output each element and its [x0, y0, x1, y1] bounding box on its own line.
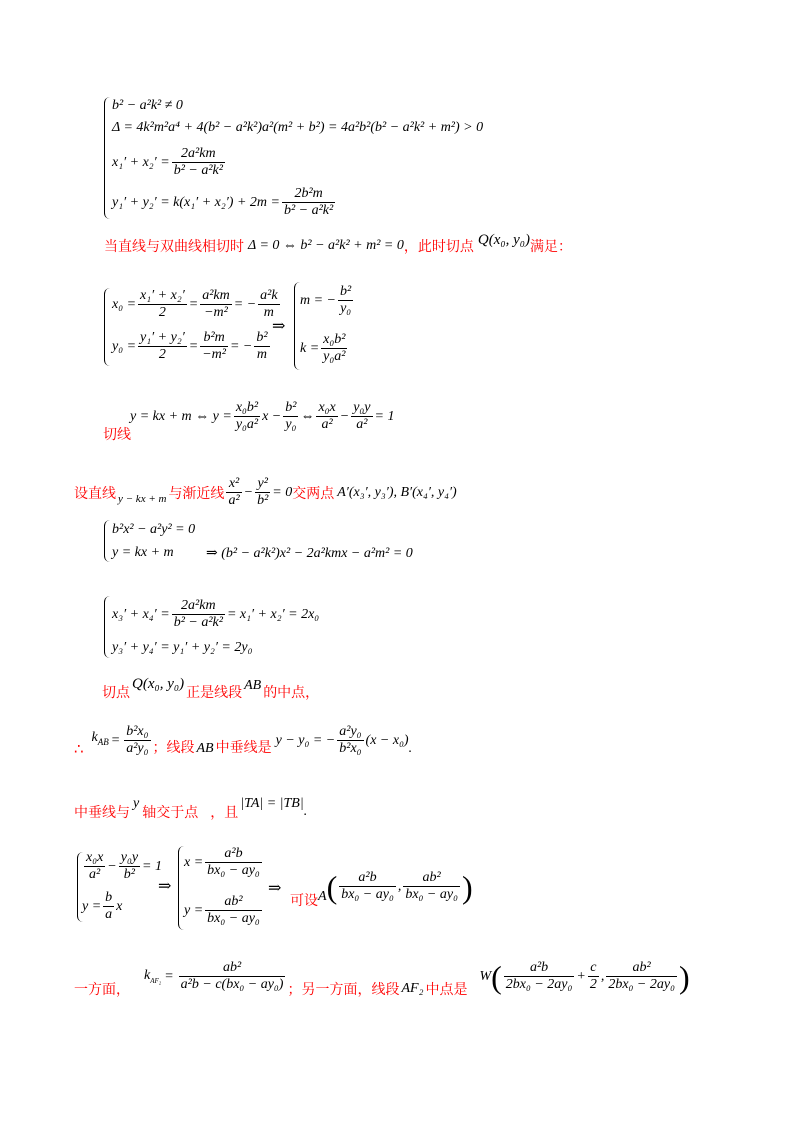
fraction: $\frac{\text{b²x₀}}{\text{a²y₀}}$	[126, 724, 149, 756]
fraction: $\frac{\text{ab²}}{\text{bx₀ − ay₀}}$	[207, 894, 260, 926]
text: 切点	[102, 685, 130, 701]
eq-line: y₃′ + y₄′ = y₁′ + y₂′ = 2y₀	[112, 640, 253, 655]
fraction: $\frac{\text{b²m}}{\text{−m²}}$	[202, 330, 226, 362]
text: 与渐近线	[168, 485, 225, 502]
eq-line: y = kx + m	[112, 545, 174, 560]
fraction: $\frac{\text{2a²km}}{\text{b² − a²k²}}$	[173, 146, 223, 178]
text: 设直线	[74, 485, 116, 502]
formula-part: =	[164, 968, 174, 984]
fraction: $\frac{\text{b²}}{\text{y₀}}$	[285, 400, 297, 432]
tangent-label: 切线	[103, 427, 131, 443]
text: 可设	[290, 893, 318, 909]
formula-subscript: AF₂	[150, 976, 162, 985]
fraction: $\frac{\text{a²b}}{\text{bx₀ − ay₀}}$	[207, 846, 260, 878]
asymptote-intro	[74, 476, 457, 509]
eq-lhs: y₀ =	[112, 338, 137, 354]
formula-part: = 1	[374, 408, 395, 424]
fraction: $\frac{\text{x₀b²}}{\text{y₀a²}}$	[323, 332, 346, 364]
fraction: $\frac{\text{a²y₀}}{\text{b²x₀}}$	[339, 724, 362, 756]
tangent-intro	[104, 231, 572, 256]
text: 正是线段	[186, 685, 243, 701]
fraction: $\frac{\text{2a²km}}{\text{b² − a²k²}}$	[173, 598, 223, 630]
eq-lhs: k =	[300, 340, 320, 356]
formula: y	[133, 796, 140, 811]
formula-part: W	[479, 968, 492, 984]
fraction: $\frac{\text{ab²}}{\text{2bx₀ − 2ay₀}}$	[608, 960, 675, 992]
text: 中垂线与	[74, 805, 130, 821]
implies-arrow: ⇒	[268, 880, 282, 897]
fraction: $\frac{\text{a²b}}{\text{bx₀ − ay₀}}$	[341, 870, 394, 902]
last-statement	[74, 958, 690, 998]
eq-line: x = $\frac{\text{a²b}}{\text{bx₀ − ay₀}}$	[184, 846, 260, 878]
eq-line: x₀ = $\frac{\text{x₁′ + x₂′}}{2}$ = $\frac{\text{a²km}}{\text{−m²}}$ = − $\frac{\text{a²k}}{m}$	[112, 288, 278, 320]
eq-line	[300, 284, 355, 317]
eq-line	[300, 332, 349, 365]
formula: Δ = 0 ⇔ b² − a²k² + m² = 0	[248, 238, 404, 253]
formula-part: (x − x₀)	[365, 732, 409, 748]
left-brace	[104, 288, 112, 366]
point-A: A ( $\frac{\text{a²b}}{\text{bx₀ − ay₀}}$ , $\frac{\text{ab²}}{\text{bx₀ − ay₀}}$ )	[318, 868, 473, 905]
eq-line: y₀ = $\frac{\text{y₁′ + y₂′}}{2}$ = $\frac{\text{b²m}}{\text{−m²}}$ = − $\frac{\text{b²}}{m}$	[112, 330, 268, 362]
text: 当直线与双曲线相切时	[104, 239, 244, 255]
fraction: $\frac{\text{b²}}{\text{y₀}}$	[340, 284, 352, 316]
eq-lhs: m = −	[300, 292, 337, 308]
formula: A′(x₃′, y₃′), B′(x₄′, y₄′)	[337, 484, 457, 500]
text: ；线段	[152, 739, 195, 756]
eq-line: y = $\frac{b}{a}$ x	[82, 890, 123, 922]
formula: y − kx + m	[118, 492, 167, 505]
formula-part: k	[91, 730, 98, 746]
formula: Q(x₀, y₀)	[477, 231, 530, 248]
formula-part: =	[110, 732, 121, 748]
text: 的中点，	[263, 685, 320, 701]
eq-line: Δ = 4k²m²a⁴ + 4(b² − a²k²)a²(m² + b²) = 4a²b²(b² − a²k² + m²) > 0	[112, 120, 484, 135]
fraction: $\frac{\text{b²}}{m}$	[256, 330, 268, 362]
fraction: $\frac{\text{y₁′ + y₂′}}{2}$	[140, 330, 185, 362]
formula-part: k	[144, 968, 151, 984]
implies-arrow: ⇒	[272, 318, 286, 335]
fraction: $\frac{\text{x₀b²}}{\text{y₀a²}}$	[235, 400, 259, 432]
tangent-line-equation	[130, 400, 394, 433]
fraction: $\frac{\text{x²}}{\text{a²}}$	[228, 476, 240, 508]
fraction: $\frac{\text{a²km}}{\text{−m²}}$	[202, 288, 230, 320]
fraction: $\frac{\text{x₁′ + x₂′}}{2}$	[140, 288, 185, 320]
text: 一方面，	[74, 981, 130, 998]
text: ，此时切点	[403, 239, 474, 255]
formula-part: .	[303, 804, 308, 819]
formula: Q(x₀, y₀)	[132, 675, 185, 692]
fraction: $\frac{b}{a}$	[105, 890, 113, 922]
eq-lhs: x₀ =	[112, 296, 137, 312]
text: 中垂线是	[215, 739, 272, 756]
fraction: $\frac{\text{ab²}}{\text{a²b − c(bx₀ − ay₀)}}$	[180, 960, 284, 992]
perpendicular-bisector	[74, 724, 412, 757]
eq-line	[112, 186, 337, 219]
eq-line: y = $\frac{\text{ab²}}{\text{bx₀ − ay₀}}$	[184, 894, 260, 926]
formula-part: .	[408, 740, 413, 756]
fraction: $\frac{\text{a²b}}{\text{2bx₀ − 2ay₀}}$	[505, 960, 573, 992]
formula-part: x −	[262, 408, 282, 424]
point-W: W ( $\frac{\text{a²b}}{\text{2bx₀ − 2ay₀}}$ + $\frac{c}{2}$ , $\frac{\text{ab²}}{\text{2bx₀ − 2ay₀}}$ )	[479, 958, 690, 995]
fraction: $\frac{\text{x₀x}}{\text{a²}}$	[86, 850, 104, 882]
formula: AF₂	[401, 980, 424, 996]
eq-line	[112, 598, 319, 631]
asymptote-equation: $\frac{\text{x²}}{\text{a²}}$ − $\frac{\text{y²}}{\text{b²}}$ = 0	[228, 476, 293, 508]
formula-part: y − y₀ = −	[275, 732, 336, 748]
implies-arrow: ⇒	[158, 878, 172, 895]
eq-lhs: x₁′ + x₂′ =	[112, 154, 170, 170]
formula: |TA| = |TB|	[240, 796, 304, 811]
axis-intersection	[74, 794, 308, 821]
formula-part: y = kx + m ⇔ y =	[130, 408, 232, 424]
text: 轴交于点	[142, 805, 199, 821]
eq-line: b² − a²k² ≠ 0	[112, 98, 183, 113]
fraction: $\frac{\text{ab²}}{\text{bx₀ − ay₀}}$	[405, 870, 458, 902]
eq-rhs: = x₁′ + x₂′ = 2x₀	[226, 606, 320, 622]
therefore-symbol: ∴	[74, 739, 84, 758]
formula-part: −	[339, 408, 350, 424]
formula-subscript: AB	[97, 736, 109, 747]
text: 交两点	[292, 485, 335, 502]
eq-result: ⇒ (b² − a²k²)x² − 2a²kmx − a²m² = 0	[206, 546, 413, 561]
left-brace	[104, 97, 112, 219]
text: ，且	[210, 805, 239, 821]
eq-line: b²x² − a²y² = 0	[112, 522, 196, 537]
formula-part: ⇔	[300, 408, 315, 424]
fraction: $\frac{c}{2}$	[589, 960, 597, 992]
eq-line	[112, 146, 227, 179]
fraction: $\frac{\text{y²}}{\text{b²}}$	[257, 476, 269, 508]
eq-lhs: x₃′ + x₄′ =	[112, 606, 170, 622]
formula-part: A	[318, 888, 327, 904]
formula: AB	[244, 678, 262, 693]
fraction: $\frac{\text{x₀x}}{\text{a²}}$	[318, 400, 336, 432]
eq-line: $\frac{\text{x₀x}}{\text{a²}}$ − $\frac{\text{y₀y}}{\text{b²}}$ = 1	[86, 850, 162, 882]
fraction: $\frac{\text{2b²m}}{\text{b² − a²k²}}$	[283, 186, 334, 218]
fraction: $\frac{\text{y₀y}}{\text{b²}}$	[120, 850, 139, 882]
text: 满足：	[529, 239, 572, 255]
text: ；另一方面，线段	[287, 981, 400, 998]
fraction: $\frac{\text{y₀y}}{\text{a²}}$	[353, 400, 371, 432]
left-brace	[104, 520, 112, 562]
left-brace	[104, 596, 112, 658]
eq-lhs: y₁′ + y₂′ = k(x₁′ + x₂′) + 2m =	[112, 194, 280, 210]
midpoint-statement	[102, 674, 320, 701]
fraction: $\frac{\text{a²k}}{m}$	[260, 288, 278, 320]
text: 中点是	[425, 981, 468, 998]
formula: AB	[196, 740, 214, 756]
